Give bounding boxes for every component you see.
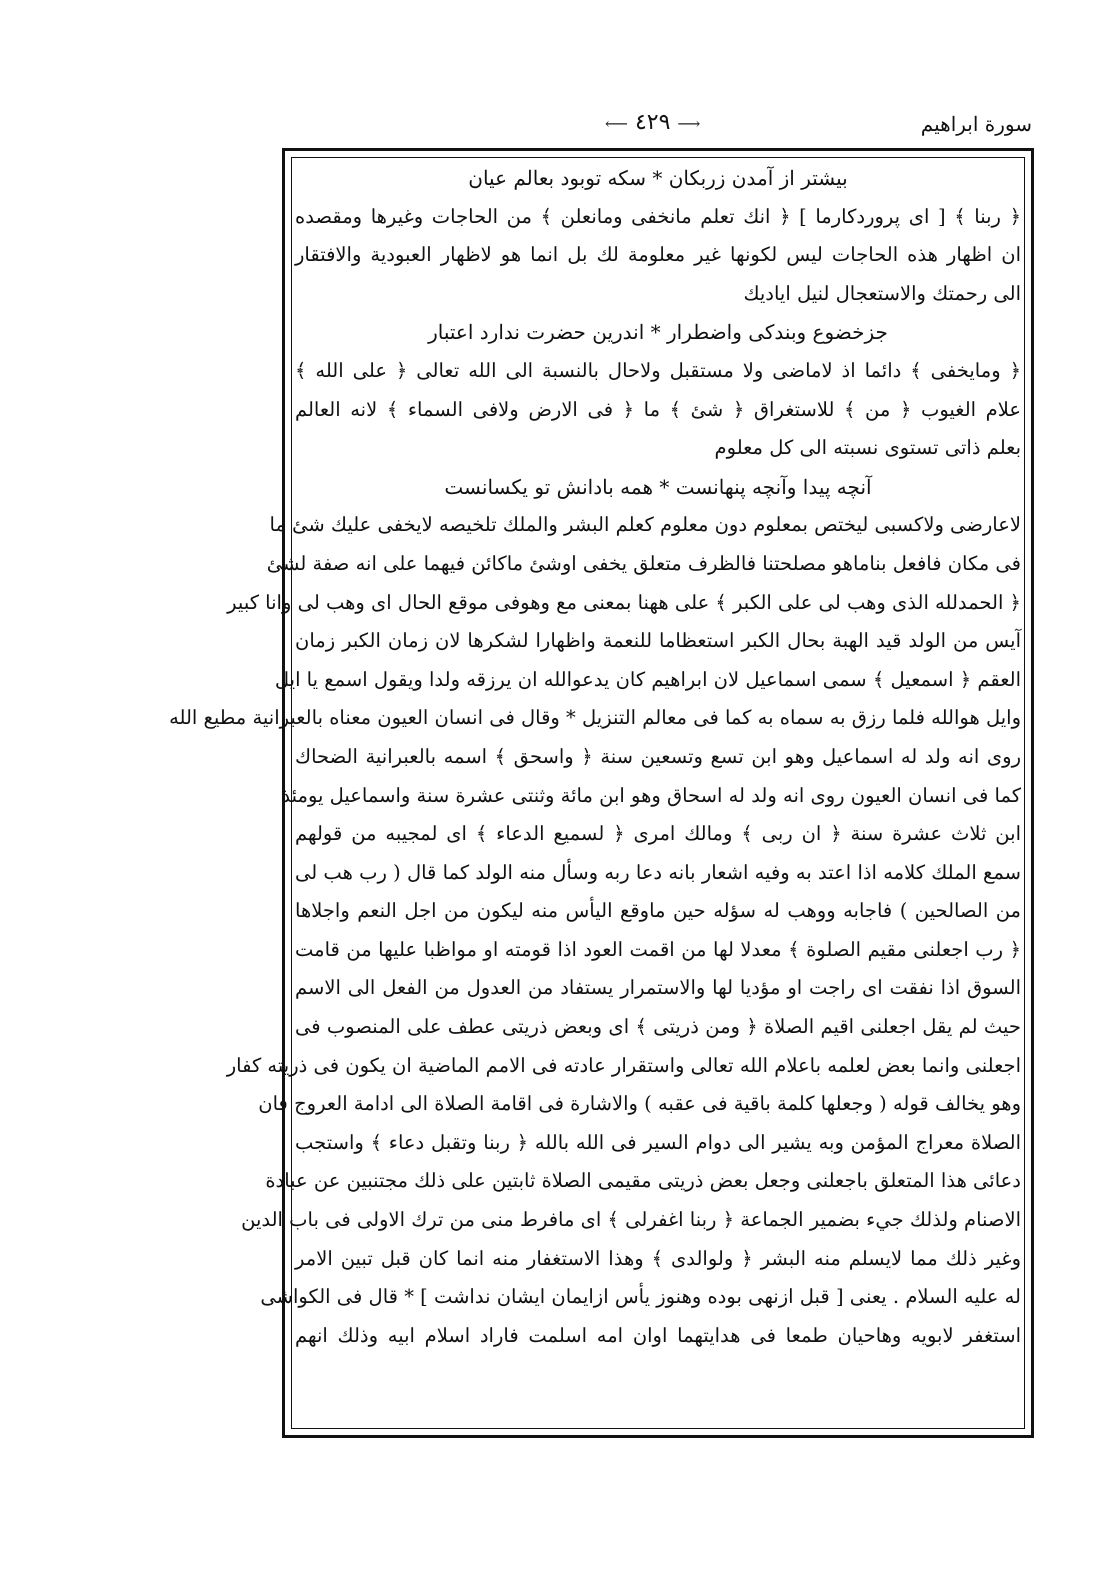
text-line: الصلاة معراج المؤمن وبه يشير الى دوام السير فى الله بالله ﴿ ربنا وتقبل دعاء ﴾ واستجب (295, 1130, 1021, 1154)
text-line: ﴿ الحمدلله الذى وهب لى على الكبر ﴾ على ههنا بمعنى مع وهوفى موقع الحال اى وهب لى وانا كبير (227, 590, 1021, 614)
right-ornament-icon: ⟵ (605, 114, 628, 133)
text-line: الى رحمتك والاستعجال لنيل اياديك (743, 281, 1021, 305)
text-line: دعائى هذا المتعلق باجعلنى وجعل بعض ذريتى مقيمى الصلاة ثابتين على ذلك مجتنبين عن عبادة (265, 1169, 1021, 1193)
text-line: حيث لم يقل اجعلنى اقيم الصلاة ﴿ ومن ذريتى ﴾ اى وبعض ذريتى عطف على المنصوب فى (295, 1015, 1021, 1039)
text-line: استغفر لابويه وهاحيان طمعا فى هدايتهما اوان امه اسلمت فاراد اسلام ابيه وذلك انهم (295, 1323, 1021, 1347)
text-line: الاصنام ولذلك جيء بضمير الجماعة ﴿ ربنا اغفرلى ﴾ اى مافرط منى من ترك الاولى فى باب الدين (241, 1208, 1021, 1232)
text-line: لاعارضى ولاكسبى ليختص بمعلوم دون معلوم كعلم البشر والملك تلخيصه لايخفى عليك شئ ما (269, 513, 1021, 537)
verse-line: آنچه پيدا وآنچه پنهانست * همه بادانش تو يكسانست (444, 474, 872, 499)
text-line: ابن ثلاث عشرة سنة ﴿ ان ربى ﴾ ومالك امرى ﴿ لسميع الدعاء ﴾ اى لمجيبه من قولهم (295, 822, 1021, 846)
left-ornament-icon: ⟶ (677, 114, 701, 133)
surah-title: سورة ابراهيم (920, 112, 1032, 136)
text-line: سمع الملك كلامه اذا اعتد به وفيه اشعار بانه دعا ربه وسأل منه الولد كما قال ( رب هب لى (295, 860, 1021, 884)
text-line: العقم ﴿ اسمعيل ﴾ سمى اسماعيل لان ابراهيم كان يدعوالله ان يرزقه ولدا ويقول اسمع يا ايل (274, 667, 1021, 691)
text-line: له عليه السلام . يعنى [ قبل ازنهى بوده وهنوز يأس ازايمان ايشان نداشت ] * قال فى الكواشى (260, 1285, 1021, 1309)
text-line: فى مكان فافعل بناماهو مصلحتنا فالظرف متعلق يخفى اوشئ ماكائن فيهما على انه صفة لشئ (266, 551, 1021, 575)
verse-line: بيشتر از آمدن زربكان * سكه توبود بعالم عيان (468, 166, 848, 190)
text-line: روى انه ولد له اسماعيل وهو ابن تسع وتسعين سنة ﴿ واسحق ﴾ اسمه بالعبرانية الضحاك (295, 744, 1021, 768)
text-line: وغير ذلك مما لايسلم منه البشر ﴿ ولوالدى ﴾ وهذا الاستغفار منه انما كان قبل تبين الامر (295, 1246, 1021, 1270)
text-line: آيس من الولد قيد الهبة بحال الكبر استعظاما للنعمة واظهارا لشكرها لان زمان الكبر زمان (295, 629, 1021, 653)
page-number (605, 110, 700, 135)
text-line: كما فى انسان العيون روى انه ولد له اسحاق وهو ابن مائة وثنتى عشرة سنة واسماعيل يومئذ (281, 783, 1021, 807)
text-line: ﴿ رب اجعلنى مقيم الصلوة ﴾ معدلا لها من اقمت العود اذا قومته او مواظبا عليها من قامت (295, 937, 1021, 961)
text-line: السوق اذا نفقت اى راجت او مؤديا لها والاستمرار يستفاد من العدول من الفعل الى الاسم (295, 976, 1021, 1000)
text-line: ﴿ ربنا ﴾ [ اى پروردكارما ] ﴿ انك تعلم مانخفى ومانعلن ﴾ من الحاجات وغيرها ومقصده (295, 204, 1021, 228)
text-line: علام الغيوب ﴿ من ﴾ للاستغراق ﴿ شئ ﴾ ما ﴿ فى الارض ولافى السماء ﴾ لانه العالم (295, 397, 1021, 421)
text-line: من الصالحين ) فاجابه ووهب له سؤله حين ماوقع اليأس منه ليكون من اجل النعم واجلاها (295, 899, 1021, 923)
text-line: ﴿ ومايخفى ﴾ دائما اذ لاماضى ولا مستقبل ولاحال بالنسبة الى الله تعالى ﴿ على الله ﴾ (295, 358, 1021, 382)
page-frame (169, 148, 1034, 1438)
text-line: وايل هوالله فلما رزق به سماه به كما فى معالم التنزيل * وقال فى انسان العيون معناه بالعبرانية مطيع الله (169, 706, 1021, 730)
body-text (169, 159, 1021, 1355)
text-line: بعلم ذاتى تستوى نسبته الى كل معلوم (714, 436, 1021, 460)
text-line: وهو يخالف قوله ( وجعلها كلمة باقية فى عقبه ) والاشارة فى اقامة الصلاة الى ادامة العروج فان (258, 1092, 1021, 1116)
verse-line: جزخضوع وبندكى واضطرار * اندرين حضرت ندارد اعتبار (428, 320, 888, 345)
page-header (285, 100, 1040, 148)
text-line: ان اظهار هذه الحاجات ليس لكونها غير معلومة لك بل انما هو لاظهار العبودية والافتقار (295, 243, 1021, 267)
text-line: اجعلنى وانما بعض لعلمه باعلام الله تعالى واستقرار عادته فى الامم الماضية ان يكون فى ذريته كفار (226, 1053, 1021, 1077)
page-number-text: ٤٢٩ (634, 110, 671, 135)
